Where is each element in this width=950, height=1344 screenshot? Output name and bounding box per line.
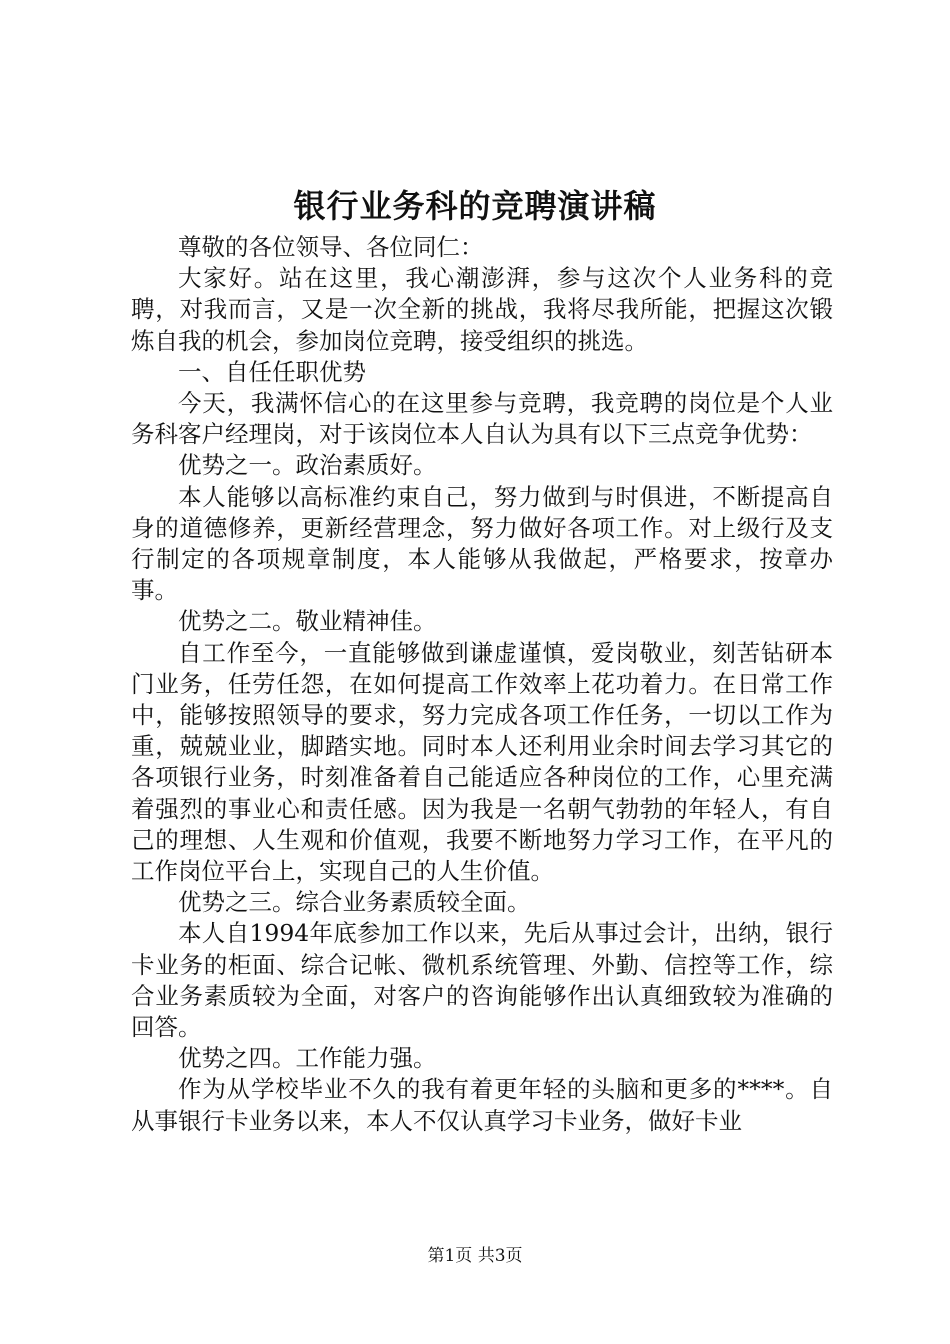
page-footer: 第1页 共3页 (427, 1246, 523, 1266)
document-title: 银行业务科的竞聘演讲稿 (293, 187, 657, 225)
advantage-body-1: 本人能够以高标准约束自己，努力做到与时俱进，不断提高自身的道德修养，更新经营理念，努力做好各项工作。对上级行及支行制定的各项规章制度，本人能够从我做起，严格要求，按章办事。 (131, 482, 833, 605)
advantage-heading-4: 优势之四。工作能力强。 (178, 1044, 437, 1073)
section-heading: 一、自任任职优势 (178, 357, 366, 386)
paragraph-greeting: 大家好。站在这里，我心潮澎湃，参与这次个人业务科的竞聘，对我而言，又是一次全新的挑战，我将尽我所能，把握这次锻炼自我的机会，参加岗位竞聘，接受组织的挑选。 (131, 264, 833, 355)
advantage-body-4: 作为从学校毕业不久的我有着更年轻的头脑和更多的****。自从事银行卡业务以来，本人不仅认真学习卡业务，做好卡业 (131, 1075, 833, 1135)
paragraph-intro: 今天，我满怀信心的在这里参与竞聘，我竞聘的岗位是个人业务科客户经理岗，对于该岗位本人自认为具有以下三点竞争优势： (131, 389, 833, 449)
paragraph-salutation: 尊敬的各位领导、各位同仁： (178, 233, 484, 261)
advantage-body-3: 本人自1994年底参加工作以来，先后从事过会计，出纳，银行卡业务的柜面、综合记帐、微机系统管理、外勤、信控等工作，综合业务素质较为全面，对客户的咨询能够作出认真细致较为准确的回答。 (131, 919, 833, 1042)
advantage-heading-3: 优势之三。综合业务素质较全面。 (178, 888, 531, 917)
advantage-body-2: 自工作至今，一直能够做到谦虚谨慎，爱岗敬业，刻苦钻研本门业务，任劳任怨，在如何提高工作效率上花功着力。在日常工作中，能够按照领导的要求，努力完成各项工作任务，一切以工作为重，兢兢业业，脚踏实地。同时本人还利用业余时间去学习其它的各项银行业务，时刻准备着自己能适应各种岗位的工作，心里充满着强烈的事业心和责任感。因为我是一名朝气勃勃的年轻人，有自己的理想、人生观和价值观，我要不断地努力学习工作，在平凡的工作岗位平台上，实现自己的人生价值。 (131, 638, 833, 886)
advantage-heading-1: 优势之一。政治素质好。 (178, 451, 437, 480)
document-body (131, 232, 833, 1137)
advantage-heading-2: 优势之二。敬业精神佳。 (178, 607, 437, 636)
